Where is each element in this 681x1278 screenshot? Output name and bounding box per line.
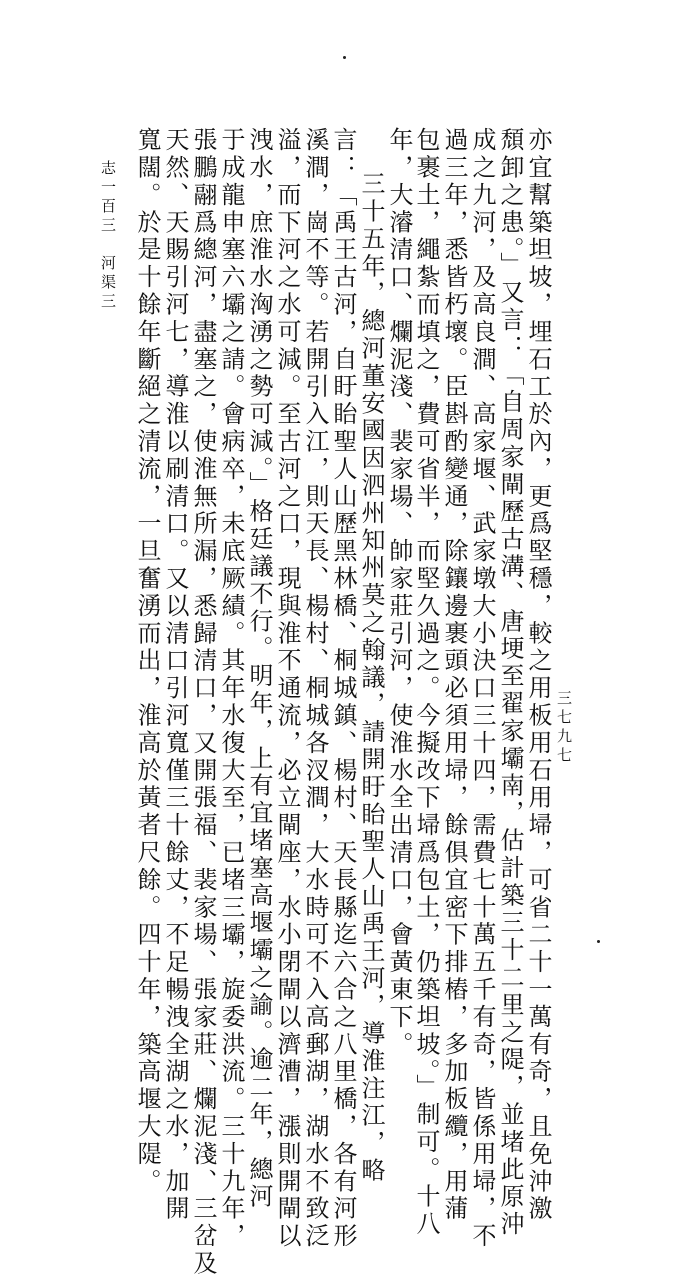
text-column-6: 年，大濬清口、爛泥淺、裴家場、帥家莊引河，使淮水全出清口，會黃東下。	[385, 127, 413, 1059]
text-column-9: 溪澗，崗不等。若開引入江，則天長、楊村、桐城各汊澗，大水時可不入高郵湖，湖水不致泛	[301, 127, 329, 1251]
text-column-3: 成之九河，及高良澗、高家堰、武家墩大小決口三十四，需費七十萬五千有奇，皆係用埽，不	[468, 127, 496, 1251]
text-column-14: 天然、天賜引河七，導淮以刷清口。又以清口引河寬僅三十餘丈，不足暢洩全湖之水，加開	[161, 127, 189, 1223]
text-column-1: 亦宜幫築坦坡，埋石工於內，更爲堅穩，較之用板用石用埽，可省二十一萬有奇，且免沖激	[524, 127, 552, 1223]
text-column-8: 言：「禹王古河，自盱眙聖人山歷黑林橋、桐城鎮、楊村、天長縣迄六合之八里橋，各有河形	[329, 127, 357, 1251]
text-column-11: 洩水，庶淮水洶湧之勢可減。」格廷議不行。明年，上有宜堵塞高堰壩之諭。逾二年，總河	[245, 127, 273, 1211]
text-column-4: 過三年，悉皆朽壞。臣斟酌變通，除鑲邊裹頭必須用埽，餘俱宜密下排樁，多加板纜，用蒲	[440, 127, 468, 1223]
text-column-10: 溢，而下河之水可減。至古河之口，現與淮不通流，必立閘座，水小閉閘以濟漕，漲則開閘以	[273, 127, 301, 1251]
text-column-7: 三十五年，總河董安國因泗州知州莫之翰議，請開盱眙聖人山禹王河，導淮注江，略	[357, 171, 385, 1185]
page-number: 三七九七	[555, 690, 573, 766]
text-column-12: 于成龍申塞六壩之請。會病卒，未底厥績。其年水復大至，已堵三壩，旋委洪流。三十九年，	[217, 127, 245, 1251]
text-column-2: 頹卸之患。」又言：「自周家閘歷古溝、唐埂至翟家壩南，估計築三十二里之隄，並堵此原沖	[496, 127, 524, 1239]
print-speck	[343, 56, 346, 59]
text-column-13: 張鵬翮爲總河，盡塞之，使淮無所漏，悉歸清口，又開張福、裴家場、張家莊、爛泥淺、三岔及	[189, 127, 217, 1278]
section-header-label: 志一百三 河渠三	[99, 160, 117, 312]
text-column-15: 寬闊。於是十餘年斷絕之清流，一旦奮湧而出，淮高於黃者尺餘。四十年，築高堰大隄。	[133, 127, 161, 1196]
print-speck	[597, 940, 600, 943]
text-column-5: 包裹土，繩紮而填之，費可省半，而堅久過之。今擬改下埽爲包土，仍築坦坡。」制可。十八	[412, 127, 440, 1239]
